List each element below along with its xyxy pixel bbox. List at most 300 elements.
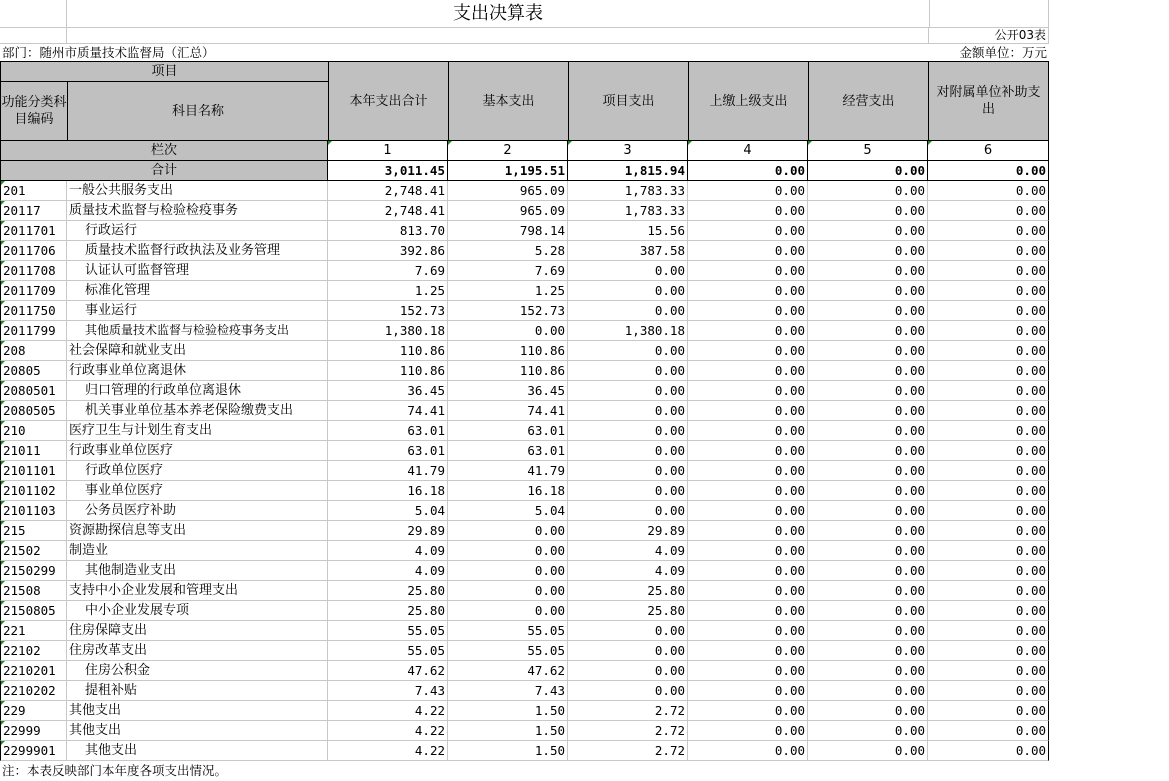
value-cell-v3[interactable]: 4.09: [568, 561, 688, 581]
code-cell[interactable]: [0, 741, 67, 761]
value-cell-v5[interactable]: 0.00: [808, 521, 928, 541]
value-cell-v5[interactable]: 0.00: [808, 481, 928, 501]
cell-marker: [1, 341, 5, 345]
code-cell[interactable]: [0, 501, 67, 521]
value-cell-v2[interactable]: 110.86: [448, 341, 568, 361]
value-cell-v4[interactable]: 0.00: [688, 661, 808, 681]
value-cell-v6[interactable]: 0.00: [928, 341, 1049, 361]
code-cell[interactable]: [0, 701, 67, 721]
value-cell-v3[interactable]: 0.00: [568, 501, 688, 521]
cell-marker: [1, 721, 5, 725]
value-cell-v5[interactable]: 0.00: [808, 601, 928, 621]
value-cell-v1[interactable]: 16.18: [328, 481, 448, 501]
value-cell-v3[interactable]: 2.72: [568, 741, 688, 761]
code-text: 2011706: [3, 243, 56, 258]
code-cell[interactable]: [0, 261, 67, 281]
name-cell[interactable]: 其他质量技术监督与检验检疫事务支出: [67, 321, 328, 341]
value-cell-v5[interactable]: 0.00: [808, 401, 928, 421]
value-cell-v1[interactable]: 25.80: [328, 581, 448, 601]
name-cell[interactable]: 质量技术监督与检验检疫事务: [67, 201, 328, 221]
value-cell-v3[interactable]: 0.00: [568, 661, 688, 681]
value-cell-v6[interactable]: 0.00: [928, 221, 1049, 241]
lanci-n5: 5: [863, 143, 872, 158]
value-cell-v1[interactable]: 25.80: [328, 601, 448, 621]
code-cell[interactable]: [0, 421, 67, 441]
value-cell-v1[interactable]: 7.69: [328, 261, 448, 281]
code-cell[interactable]: [0, 681, 67, 701]
value-cell-v2[interactable]: 965.09: [448, 201, 568, 221]
value-cell-v6[interactable]: 0.00: [928, 181, 1049, 201]
value-cell-v2[interactable]: 0.00: [448, 541, 568, 561]
unit-label: 金额单位：万元: [959, 45, 1047, 60]
value-cell-v3[interactable]: 387.58: [568, 241, 688, 261]
code-cell[interactable]: [0, 541, 67, 561]
code-cell[interactable]: [0, 401, 67, 421]
value-cell-v4[interactable]: 0.00: [688, 741, 808, 761]
value-cell-v1[interactable]: 5.04: [328, 501, 448, 521]
value-cell-v5[interactable]: 0.00: [808, 581, 928, 601]
header-col2: 基本支出: [449, 62, 569, 141]
value-cell-v4[interactable]: 0.00: [688, 221, 808, 241]
value-cell-v1[interactable]: 36.45: [328, 381, 448, 401]
value-cell-v6[interactable]: 0.00: [928, 741, 1049, 761]
value-cell-v3[interactable]: 25.80: [568, 601, 688, 621]
header-code: 功能分类科目编码: [1, 82, 68, 141]
value-cell-v3[interactable]: 1,783.33: [568, 201, 688, 221]
value-cell-v2[interactable]: 5.04: [448, 501, 568, 521]
value-cell-v4[interactable]: 0.00: [688, 281, 808, 301]
value-cell-v2[interactable]: 1.50: [448, 741, 568, 761]
value-cell-v3[interactable]: 2.72: [568, 721, 688, 741]
code-cell[interactable]: [0, 341, 67, 361]
code-text: 2080505: [3, 403, 56, 418]
name-cell[interactable]: 住房公积金: [67, 661, 328, 681]
code-text: 21011: [3, 443, 41, 458]
name-cell[interactable]: 公务员医疗补助: [67, 501, 328, 521]
code-cell[interactable]: [0, 301, 67, 321]
name-cell[interactable]: 行政事业单位离退休: [67, 361, 328, 381]
total-v4[interactable]: 0.00: [688, 161, 808, 181]
value-cell-v3[interactable]: 0.00: [568, 441, 688, 461]
cell-marker: [1, 281, 5, 285]
name-cell[interactable]: 住房保障支出: [67, 621, 328, 641]
value-cell-v4[interactable]: 0.00: [688, 621, 808, 641]
value-cell-v4[interactable]: 0.00: [688, 641, 808, 661]
value-cell-v1[interactable]: 152.73: [328, 301, 448, 321]
header-col5: 经营支出: [809, 62, 929, 141]
value-cell-v5[interactable]: 0.00: [808, 621, 928, 641]
cell-marker: [1, 241, 5, 245]
value-cell-v1[interactable]: 74.41: [328, 401, 448, 421]
value-cell-v5[interactable]: 0.00: [808, 561, 928, 581]
value-cell-v6[interactable]: 0.00: [928, 701, 1049, 721]
name-cell[interactable]: 标准化管理: [67, 281, 328, 301]
value-cell-v3[interactable]: 0.00: [568, 301, 688, 321]
code-text: 210: [3, 423, 26, 438]
value-cell-v3[interactable]: 0.00: [568, 401, 688, 421]
table-row: [0, 301, 1049, 321]
header-name: 科目名称: [68, 82, 329, 141]
table-row: [0, 681, 1049, 701]
value-cell-v2[interactable]: 1.25: [448, 281, 568, 301]
value-cell-v6[interactable]: 0.00: [928, 361, 1049, 381]
value-cell-v6[interactable]: 0.00: [928, 721, 1049, 741]
code-text: 22102: [3, 643, 41, 658]
value-cell-v6[interactable]: 0.00: [928, 601, 1049, 621]
value-cell-v1[interactable]: 4.22: [328, 741, 448, 761]
value-cell-v6[interactable]: 0.00: [928, 281, 1049, 301]
lanci-col3: [568, 141, 688, 161]
value-cell-v4[interactable]: 0.00: [688, 481, 808, 501]
value-cell-v1[interactable]: 813.70: [328, 221, 448, 241]
value-cell-v1[interactable]: 55.05: [328, 641, 448, 661]
value-cell-v2[interactable]: 0.00: [448, 581, 568, 601]
code-text: 2101103: [3, 503, 56, 518]
value-cell-v2[interactable]: 152.73: [448, 301, 568, 321]
lanci-row: [0, 141, 1049, 161]
table-row: [0, 241, 1049, 261]
value-cell-v6[interactable]: 0.00: [928, 661, 1049, 681]
value-cell-v1[interactable]: 110.86: [328, 341, 448, 361]
value-cell-v4[interactable]: 0.00: [688, 181, 808, 201]
code-cell[interactable]: [0, 561, 67, 581]
value-cell-v5[interactable]: 0.00: [808, 421, 928, 441]
value-cell-v6[interactable]: 0.00: [928, 561, 1049, 581]
code-text: 2210202: [3, 683, 56, 698]
table-row: [0, 181, 1049, 201]
value-cell-v2[interactable]: 63.01: [448, 421, 568, 441]
value-cell-v5[interactable]: 0.00: [808, 221, 928, 241]
value-cell-v3[interactable]: 15.56: [568, 221, 688, 241]
value-cell-v4[interactable]: 0.00: [688, 561, 808, 581]
value-cell-v5[interactable]: 0.00: [808, 201, 928, 221]
code-text: 20117: [3, 203, 41, 218]
total-row: [0, 161, 1049, 181]
cell-marker: [1, 201, 5, 205]
code-text: 2150805: [3, 603, 56, 618]
value-cell-v6[interactable]: 0.00: [928, 521, 1049, 541]
value-cell-v2[interactable]: 55.05: [448, 641, 568, 661]
value-cell-v2[interactable]: 5.28: [448, 241, 568, 261]
total-v3[interactable]: 1,815.94: [568, 161, 688, 181]
name-cell[interactable]: 住房改革支出: [67, 641, 328, 661]
value-cell-v4[interactable]: 0.00: [688, 581, 808, 601]
value-cell-v2[interactable]: 74.41: [448, 401, 568, 421]
value-cell-v4[interactable]: 0.00: [688, 241, 808, 261]
value-cell-v6[interactable]: 0.00: [928, 261, 1049, 281]
cell-marker: [1, 481, 5, 485]
name-cell[interactable]: 认证认可监督管理: [67, 261, 328, 281]
value-cell-v1[interactable]: 4.09: [328, 541, 448, 561]
value-cell-v5[interactable]: 0.00: [808, 741, 928, 761]
value-cell-v2[interactable]: 0.00: [448, 561, 568, 581]
value-cell-v3[interactable]: 0.00: [568, 421, 688, 441]
value-cell-v5[interactable]: 0.00: [808, 261, 928, 281]
cell[interactable]: [0, 28, 67, 44]
value-cell-v6[interactable]: 0.00: [928, 581, 1049, 601]
value-cell-v6[interactable]: 0.00: [928, 201, 1049, 221]
code-text: 20805: [3, 363, 41, 378]
value-cell-v1[interactable]: 2,748.41: [328, 201, 448, 221]
name-cell[interactable]: 其他支出: [67, 701, 328, 721]
code-cell[interactable]: [0, 521, 67, 541]
value-cell-v4[interactable]: 0.00: [688, 521, 808, 541]
code-text: 21502: [3, 543, 41, 558]
value-cell-v1[interactable]: 63.01: [328, 421, 448, 441]
value-cell-v6[interactable]: 0.00: [928, 321, 1049, 341]
value-cell-v2[interactable]: 1.50: [448, 701, 568, 721]
value-cell-v2[interactable]: 7.43: [448, 681, 568, 701]
cell-marker: [1, 701, 5, 705]
value-cell-v1[interactable]: 63.01: [328, 441, 448, 461]
code-cell[interactable]: [0, 621, 67, 641]
name-cell[interactable]: 行政事业单位医疗: [67, 441, 328, 461]
value-cell-v5[interactable]: 0.00: [808, 181, 928, 201]
value-cell-v2[interactable]: 63.01: [448, 441, 568, 461]
code-cell[interactable]: [0, 721, 67, 741]
name-cell[interactable]: 机关事业单位基本养老保险缴费支出: [67, 401, 328, 421]
value-cell-v5[interactable]: 0.00: [808, 301, 928, 321]
table-row: [0, 321, 1049, 341]
table-row: [0, 561, 1049, 581]
value-cell-v5[interactable]: 0.00: [808, 661, 928, 681]
value-cell-v6[interactable]: 0.00: [928, 481, 1049, 501]
value-cell-v5[interactable]: 0.00: [808, 461, 928, 481]
lanci-n2: 2: [503, 143, 512, 158]
value-cell-v3[interactable]: 0.00: [568, 381, 688, 401]
value-cell-v4[interactable]: 0.00: [688, 201, 808, 221]
value-cell-v4[interactable]: 0.00: [688, 681, 808, 701]
lanci-n6: 6: [983, 143, 993, 158]
lanci-col5: [808, 141, 928, 161]
value-cell-v2[interactable]: 7.69: [448, 261, 568, 281]
value-cell-v3[interactable]: 1,380.18: [568, 321, 688, 341]
value-cell-v1[interactable]: 392.86: [328, 241, 448, 261]
value-cell-v4[interactable]: 0.00: [688, 361, 808, 381]
total-v1[interactable]: 3,011.45: [328, 161, 448, 181]
value-cell-v5[interactable]: 0.00: [808, 441, 928, 461]
value-cell-v6[interactable]: 0.00: [928, 501, 1049, 521]
code-cell[interactable]: [0, 381, 67, 401]
value-cell-v3[interactable]: 29.89: [568, 521, 688, 541]
value-cell-v2[interactable]: 47.62: [448, 661, 568, 681]
code-cell[interactable]: [0, 581, 67, 601]
lanci-n4: 4: [743, 143, 752, 158]
name-cell[interactable]: 行政单位医疗: [67, 461, 328, 481]
code-cell[interactable]: [0, 461, 67, 481]
value-cell-v5[interactable]: 0.00: [808, 281, 928, 301]
value-cell-v3[interactable]: 0.00: [568, 261, 688, 281]
value-cell-v5[interactable]: 0.00: [808, 721, 928, 741]
value-cell-v3[interactable]: 0.00: [568, 281, 688, 301]
value-cell-v4[interactable]: 0.00: [688, 461, 808, 481]
value-cell-v2[interactable]: 0.00: [448, 601, 568, 621]
value-cell-v3[interactable]: 0.00: [568, 341, 688, 361]
value-cell-v4[interactable]: 0.00: [688, 381, 808, 401]
cell-marker: [1, 261, 5, 265]
value-cell-v1[interactable]: 1.25: [328, 281, 448, 301]
table-row: [0, 341, 1049, 361]
value-cell-v3[interactable]: 25.80: [568, 581, 688, 601]
value-cell-v4[interactable]: 0.00: [688, 421, 808, 441]
value-cell-v5[interactable]: 0.00: [808, 241, 928, 261]
value-cell-v1[interactable]: 2,748.41: [328, 181, 448, 201]
value-cell-v2[interactable]: 16.18: [448, 481, 568, 501]
code-cell[interactable]: [0, 281, 67, 301]
value-cell-v6[interactable]: 0.00: [928, 381, 1049, 401]
code-cell[interactable]: [0, 181, 67, 201]
code-cell[interactable]: [0, 241, 67, 261]
name-cell[interactable]: 中小企业发展专项: [67, 601, 328, 621]
code-text: 2299901: [3, 743, 56, 758]
cell-marker: [1, 321, 5, 325]
name-cell[interactable]: 其他支出: [67, 741, 328, 761]
value-cell-v2[interactable]: 55.05: [448, 621, 568, 641]
value-cell-v1[interactable]: 4.22: [328, 701, 448, 721]
value-cell-v4[interactable]: 0.00: [688, 701, 808, 721]
name-cell[interactable]: 归口管理的行政单位离退休: [67, 381, 328, 401]
value-cell-v4[interactable]: 0.00: [688, 301, 808, 321]
value-cell-v2[interactable]: 0.00: [448, 321, 568, 341]
value-cell-v6[interactable]: 0.00: [928, 441, 1049, 461]
value-cell-v3[interactable]: 2.72: [568, 701, 688, 721]
code-text: 2011709: [3, 283, 56, 298]
table-row: [0, 621, 1049, 641]
name-cell[interactable]: 提租补贴: [67, 681, 328, 701]
value-cell-v3[interactable]: 0.00: [568, 461, 688, 481]
value-cell-v3[interactable]: 0.00: [568, 361, 688, 381]
value-cell-v6[interactable]: 0.00: [928, 301, 1049, 321]
code-text: 2011750: [3, 303, 56, 318]
code-cell[interactable]: [0, 221, 67, 241]
value-cell-v1[interactable]: 4.09: [328, 561, 448, 581]
value-cell-v3[interactable]: 0.00: [568, 481, 688, 501]
value-cell-v5[interactable]: 0.00: [808, 341, 928, 361]
value-cell-v3[interactable]: 0.00: [568, 621, 688, 641]
value-cell-v1[interactable]: 55.05: [328, 621, 448, 641]
code-cell[interactable]: [0, 201, 67, 221]
value-cell-v3[interactable]: 1,783.33: [568, 181, 688, 201]
value-cell-v5[interactable]: 0.00: [808, 541, 928, 561]
value-cell-v5[interactable]: 0.00: [808, 321, 928, 341]
name-cell[interactable]: 其他支出: [67, 721, 328, 741]
value-cell-v5[interactable]: 0.00: [808, 361, 928, 381]
value-cell-v6[interactable]: 0.00: [928, 401, 1049, 421]
value-cell-v4[interactable]: 0.00: [688, 261, 808, 281]
value-cell-v3[interactable]: 0.00: [568, 681, 688, 701]
value-cell-v1[interactable]: 41.79: [328, 461, 448, 481]
value-cell-v4[interactable]: 0.00: [688, 501, 808, 521]
cell-marker: [1, 401, 5, 405]
value-cell-v3[interactable]: 4.09: [568, 541, 688, 561]
value-cell-v6[interactable]: 0.00: [928, 241, 1049, 261]
code-cell[interactable]: [0, 321, 67, 341]
code-text: 2011701: [3, 223, 56, 238]
header-item: 项目: [1, 62, 329, 82]
name-cell[interactable]: 社会保障和就业支出: [67, 341, 328, 361]
code-cell[interactable]: [0, 601, 67, 621]
cell-marker: [1, 661, 5, 665]
value-cell-v1[interactable]: 47.62: [328, 661, 448, 681]
name-cell[interactable]: 其他制造业支出: [67, 561, 328, 581]
value-cell-v4[interactable]: 0.00: [688, 601, 808, 621]
value-cell-v2[interactable]: 36.45: [448, 381, 568, 401]
code-text: 2101102: [3, 483, 56, 498]
name-cell[interactable]: 行政运行: [67, 221, 328, 241]
value-cell-v1[interactable]: 7.43: [328, 681, 448, 701]
value-cell-v6[interactable]: 0.00: [928, 681, 1049, 701]
total-v2[interactable]: 1,195.51: [448, 161, 568, 181]
name-cell[interactable]: 资源勘探信息等支出: [67, 521, 328, 541]
value-cell-v1[interactable]: 1,380.18: [328, 321, 448, 341]
name-cell[interactable]: 质量技术监督行政执法及业务管理: [67, 241, 328, 261]
value-cell-v4[interactable]: 0.00: [688, 441, 808, 461]
cell[interactable]: [929, 0, 1049, 28]
table-row: [0, 221, 1049, 241]
value-cell-v2[interactable]: 110.86: [448, 361, 568, 381]
code-cell[interactable]: [0, 641, 67, 661]
value-cell-v6[interactable]: 0.00: [928, 541, 1049, 561]
value-cell-v5[interactable]: 0.00: [808, 641, 928, 661]
page-title: 支出决算表: [67, 0, 929, 28]
value-cell-v6[interactable]: 0.00: [928, 461, 1049, 481]
cell-marker: [1, 641, 5, 645]
total-v5[interactable]: 0.00: [808, 161, 928, 181]
value-cell-v2[interactable]: 41.79: [448, 461, 568, 481]
name-cell[interactable]: 事业单位医疗: [67, 481, 328, 501]
value-cell-v5[interactable]: 0.00: [808, 381, 928, 401]
code-cell[interactable]: [0, 481, 67, 501]
cell[interactable]: [0, 0, 67, 28]
value-cell-v5[interactable]: 0.00: [808, 701, 928, 721]
value-cell-v5[interactable]: 0.00: [808, 501, 928, 521]
value-cell-v2[interactable]: 798.14: [448, 221, 568, 241]
value-cell-v1[interactable]: 29.89: [328, 521, 448, 541]
value-cell-v6[interactable]: 0.00: [928, 621, 1049, 641]
code-text: 2080501: [3, 383, 56, 398]
value-cell-v4[interactable]: 0.00: [688, 541, 808, 561]
value-cell-v4[interactable]: 0.00: [688, 321, 808, 341]
code-cell[interactable]: [0, 661, 67, 681]
name-cell[interactable]: 一般公共服务支出: [67, 181, 328, 201]
value-cell-v2[interactable]: 965.09: [448, 181, 568, 201]
name-cell[interactable]: 制造业: [67, 541, 328, 561]
name-cell[interactable]: 支持中小企业发展和管理支出: [67, 581, 328, 601]
table-row: [0, 261, 1049, 281]
value-cell-v5[interactable]: 0.00: [808, 681, 928, 701]
cell[interactable]: [67, 28, 929, 44]
value-cell-v1[interactable]: 110.86: [328, 361, 448, 381]
code-cell[interactable]: [0, 441, 67, 461]
value-cell-v6[interactable]: 0.00: [928, 421, 1049, 441]
value-cell-v2[interactable]: 1.50: [448, 721, 568, 741]
value-cell-v3[interactable]: 0.00: [568, 641, 688, 661]
total-v6[interactable]: 0.00: [928, 161, 1049, 181]
value-cell-v2[interactable]: 0.00: [448, 521, 568, 541]
code-cell[interactable]: [0, 361, 67, 381]
value-cell-v4[interactable]: 0.00: [688, 721, 808, 741]
value-cell-v4[interactable]: 0.00: [688, 341, 808, 361]
code-text: 2011799: [3, 323, 56, 338]
name-cell[interactable]: 事业运行: [67, 301, 328, 321]
header-col6: 对附属单位补助支出: [929, 62, 1049, 141]
name-cell[interactable]: 医疗卫生与计划生育支出: [67, 421, 328, 441]
value-cell-v4[interactable]: 0.00: [688, 401, 808, 421]
lanci-col6: [928, 141, 1049, 161]
value-cell-v1[interactable]: 4.22: [328, 721, 448, 741]
table-row: [0, 741, 1049, 761]
value-cell-v6[interactable]: 0.00: [928, 641, 1049, 661]
